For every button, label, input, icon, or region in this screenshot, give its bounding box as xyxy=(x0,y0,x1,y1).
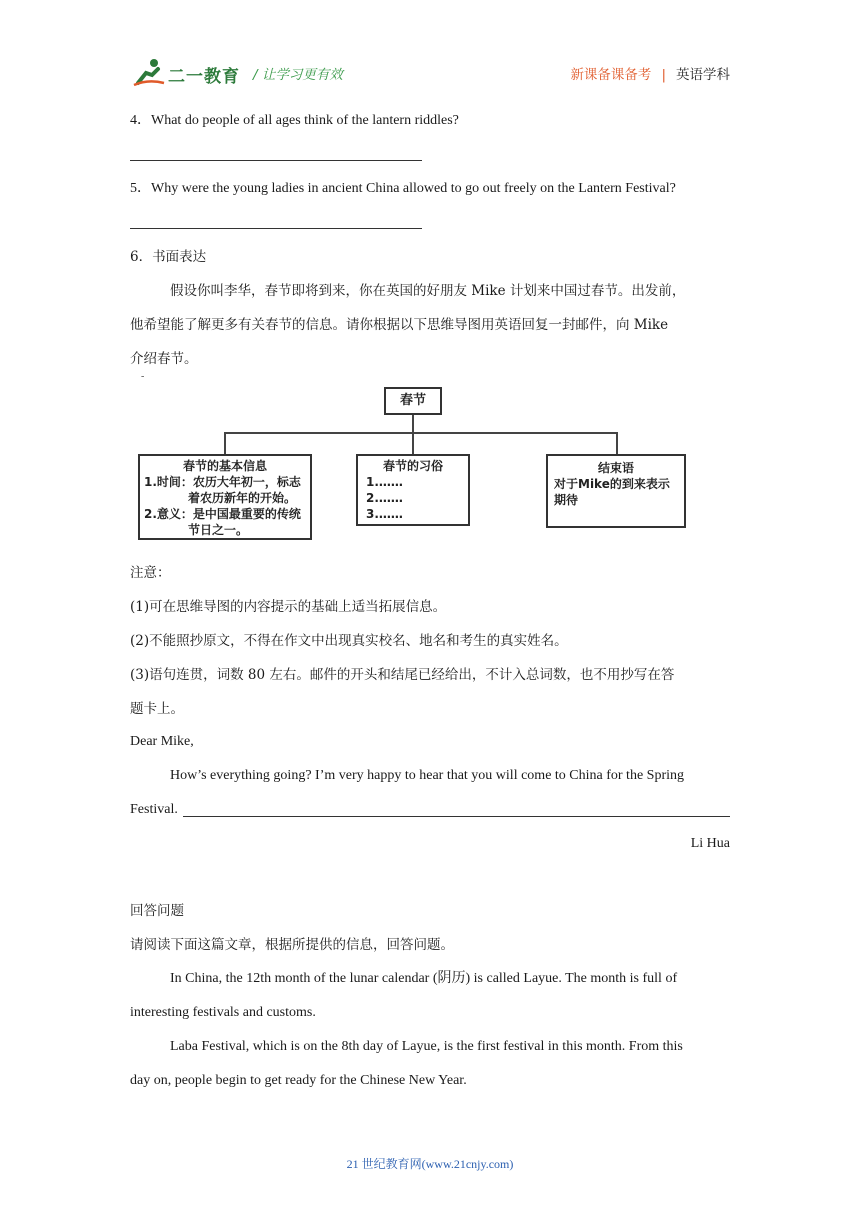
note-3-line-1: (3)语句连贯，词数 80 左右。邮件的开头和结尾已经给出，不计入总词数，也不用抄写在答 xyxy=(130,667,675,683)
mindmap-root: 春节 xyxy=(384,387,442,415)
connector-root xyxy=(412,415,414,433)
email-body-1: How’s everything going? I’m very happy to hear that you will come to China for the Spring xyxy=(170,768,685,783)
answer-line-4[interactable] xyxy=(130,160,422,161)
answer-line-5[interactable] xyxy=(130,228,422,229)
reading-p1-line-2: interesting festivals and customs. xyxy=(130,1005,316,1020)
email-signature: Li Hua xyxy=(690,836,730,851)
box1-line-3: 2.意义：是中国最重要的传统 xyxy=(144,507,301,521)
box2-line-1: 1.…… xyxy=(366,475,403,489)
box3-line-2: 期待 xyxy=(554,493,579,507)
stray-mark: - xyxy=(141,371,145,382)
email-greeting: Dear Mike, xyxy=(130,734,194,749)
connector-middle xyxy=(412,432,414,454)
mind-map xyxy=(138,384,718,544)
connector-horizontal xyxy=(224,432,618,434)
box1-line-4: 节日之一。 xyxy=(188,523,249,537)
note-1: (1)可在思维导图的内容提示的基础上适当拓展信息。 xyxy=(130,599,447,615)
writing-title: 6．书面表达 xyxy=(130,249,207,265)
slogan: / 让学习更有效 xyxy=(253,67,343,83)
note-2: (2)不能照抄原文，不得在作文中出现真实校名、地名和考生的真实姓名。 xyxy=(130,633,568,649)
footer-link[interactable]: 21 世纪教育网(www.21cnjy.com) xyxy=(346,1157,514,1171)
notes-title: 注意： xyxy=(130,565,171,581)
mindmap-box-closing xyxy=(546,454,686,528)
question-5: 5．Why were the young ladies in ancient China allowed to go out freely on the Lantern Festival? xyxy=(130,181,676,196)
connector-left xyxy=(224,432,226,454)
header-tag-right: 英语学科 xyxy=(676,67,730,83)
box3-line-1: 对于Mike的到来表示 xyxy=(554,477,670,491)
header-tag-left: 新课备课备考 xyxy=(570,67,652,83)
header-separator: | xyxy=(661,67,666,83)
reading-p1-line-1: In China, the 12th month of the lunar calendar (阴历) is called Layue. The month is full of xyxy=(170,971,678,986)
box1-line-1: 1.时间：农历大年初一，标志 xyxy=(144,475,301,489)
connector-right xyxy=(616,432,618,454)
mindmap-box-basic-info xyxy=(138,454,312,540)
header-tags xyxy=(570,63,730,83)
reading-instruction: 请阅读下面这篇文章，根据所提供的信息，回答问题。 xyxy=(130,937,454,953)
box2-title: 春节的习俗 xyxy=(382,459,443,473)
reading-p2-line-2: day on, people begin to get ready for the Chinese New Year. xyxy=(130,1073,467,1088)
box3-title: 结束语 xyxy=(597,461,634,475)
note-3-line-2: 题卡上。 xyxy=(130,701,184,717)
writing-intro-3: 介绍春节。 xyxy=(130,351,198,367)
mindmap-box-customs xyxy=(356,454,470,526)
writing-intro-1: 假设你叫李华，春节即将到来，你在英国的好朋友 Mike 计划来中国过春节。出发前， xyxy=(170,283,686,299)
section-title: 回答问题 xyxy=(130,903,184,919)
logo-runner-icon xyxy=(132,57,166,87)
logo-text: 二一教育 xyxy=(168,67,240,87)
email-answer-line[interactable] xyxy=(183,816,730,817)
email-body-2: Festival. xyxy=(130,802,178,817)
box1-title: 春节的基本信息 xyxy=(182,459,267,473)
question-4: 4．What do people of all ages think of the lantern riddles? xyxy=(130,113,459,128)
box2-line-3: 3.…… xyxy=(366,507,403,521)
reading-p2-line-1: Laba Festival, which is on the 8th day of Layue, is the first festival in this month. From this xyxy=(170,1039,683,1054)
writing-intro-2: 他希望能了解更多有关春节的信息。请你根据以下思维导图用英语回复一封邮件，向 Mike xyxy=(130,317,669,333)
box2-line-2: 2.…… xyxy=(366,491,403,505)
box1-line-2: 着农历新年的开始。 xyxy=(188,491,297,505)
